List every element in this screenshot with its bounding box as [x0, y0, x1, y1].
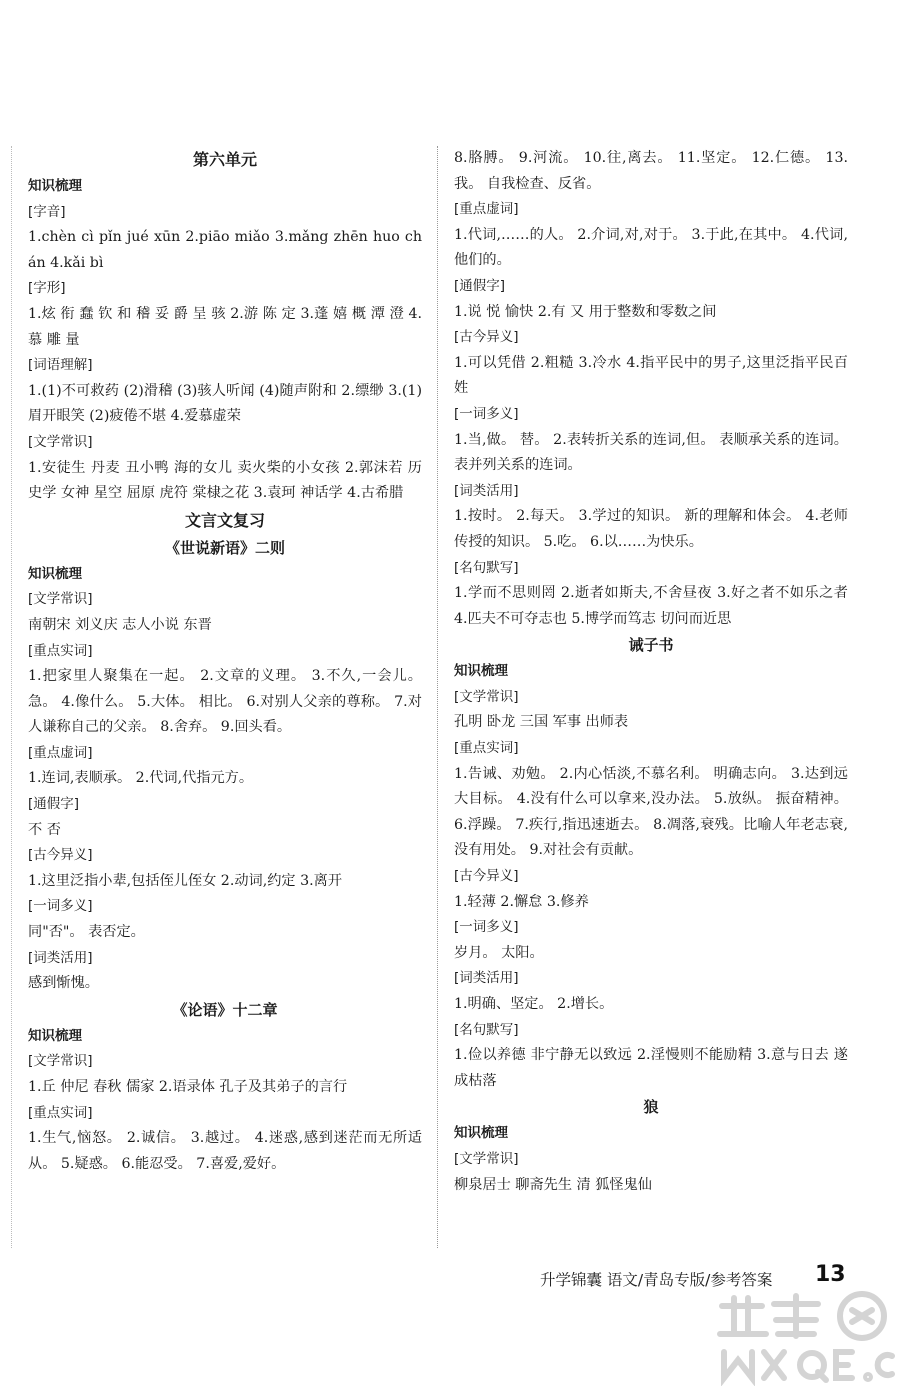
text-wenxue: 南朝宋 刘义庆 志人小说 东晋	[28, 616, 212, 633]
tag-tongjia: [通假字]	[454, 277, 506, 294]
tag-tongjia: [通假字]	[28, 796, 80, 813]
tag-wenxue: [文学常识]	[28, 433, 93, 450]
left-margin-rule	[11, 146, 12, 1248]
page-number: 13	[815, 1262, 846, 1287]
text-cilei: 1.按时。 2.每天。 3.学过的知识。 新的理解和体会。 4.老师传授的知识。 5.吃。 6.以……为快乐。	[454, 508, 848, 550]
tag-wenxue: [文学常识]	[28, 591, 93, 608]
tag-mingju: [名句默写]	[454, 559, 519, 576]
tag-zixing: [字形]	[28, 280, 66, 297]
text-tongjia: 1.说 悦 愉快 2.有 又 用于整数和零数之间	[454, 303, 717, 320]
tag-yici: [一词多义]	[454, 405, 519, 422]
text-gujin: 1.可以凭借 2.粗糙 3.冷水 4.指平民中的男子,这里泛指平民百姓	[454, 354, 848, 397]
tag-shici: [重点实词]	[28, 1104, 93, 1121]
unit-title: 第六单元	[192, 150, 257, 169]
tag-ciyu: [词语理解]	[28, 357, 93, 374]
text-wenxue: 柳泉居士 聊斋先生 清 狐怪鬼仙	[454, 1176, 652, 1193]
text-gujin: 1.轻薄 2.懈怠 3.修养	[454, 893, 589, 910]
tag-gujin: [古今异义]	[28, 847, 93, 864]
tag-xuci: [重点虚词]	[28, 744, 93, 761]
section-label: 知识梳理	[28, 1027, 82, 1044]
section-label: 知识梳理	[28, 565, 82, 582]
text-wenxue: 1.丘 仲尼 春秋 儒家 2.语录体 孔子及其弟子的言行	[28, 1079, 348, 1095]
tag-yici: [一词多义]	[454, 919, 519, 936]
tag-shici: [重点实词]	[28, 642, 93, 659]
section-label: 知识梳理	[454, 1125, 508, 1142]
left-column	[28, 146, 422, 1177]
text-shici: 1.告诫、劝勉。 2.内心恬淡,不慕名利。 明确志向。 3.达到远大目标。 4.没有什么可以拿来,没办法。 5.放纵。 振奋精神。 6.浮躁。 7.疾行,指迅速逝去。 8.凋落,衰残。比喻人年老志衰,没有用处。 9.对社会有贡献。	[454, 765, 848, 859]
tag-gujin: [古今异义]	[454, 868, 519, 885]
tag-wenxue: [文学常识]	[454, 688, 519, 705]
right-column	[454, 146, 848, 1198]
tag-shici: [重点实词]	[454, 740, 519, 757]
section-label: 知识梳理	[454, 663, 508, 680]
tag-cilei: [词类活用]	[28, 949, 93, 966]
tag-cilei: [词类活用]	[454, 482, 519, 499]
watermark-logo	[712, 1290, 900, 1386]
text-yici: 1.当,做。 替。 2.表转折关系的连词,但。 表顺承关系的连词。 表并列关系的连词。	[454, 431, 848, 474]
text-yici: 同"否"。 表否定。	[28, 924, 145, 941]
text-ziyin: 1.chèn cì pǐn jué xūn 2.piāo miǎo 3.mǎng zhēn huo chán 4.kǎi bì	[28, 229, 422, 271]
tag-gujin: [古今异义]	[454, 329, 519, 346]
article-title-shishuo: 《世说新语》二则	[164, 538, 285, 557]
article-title-lang: 狼	[643, 1098, 659, 1117]
text-xuci: 1.代词,……的人。 2.介词,对,对于。 3.于此,在其中。 4.代词,他们的。	[454, 226, 848, 269]
text-cilei: 感到惭愧。	[28, 975, 99, 992]
text-wenxue: 孔明 卧龙 三国 军事 出师表	[454, 714, 629, 731]
review-title: 文言文复习	[184, 510, 265, 530]
text-cilei: 1.明确、坚定。 2.增长。	[454, 996, 614, 1012]
article-title-jiezi: 诫子书	[628, 636, 674, 655]
tag-xuci: [重点虚词]	[454, 201, 519, 218]
text-zixing: 1.炫 衔 蠢 钦 和 稽 妥 爵 呈 骇 2.游 陈 定 3.蓬 嬉 概 潭 澄 4.慕 雕 量	[28, 305, 422, 348]
tag-cilei: [词类活用]	[454, 970, 519, 987]
text-yici: 岁月。 太阳。	[454, 944, 544, 961]
tag-ziyin: [字音]	[28, 203, 66, 220]
text-ciyu: 1.(1)不可救药 (2)滑稽 (3)骇人听闻 (4)随声附和 2.缥缈 3.(1)眉开眼笑 (2)疲倦不堪 4.爱慕虚荣	[28, 382, 422, 425]
text-shici: 1.生气,恼怒。 2.诚信。 3.越过。 4.迷惑,感到迷茫而无所适从。 5.疑惑。 6.能忍受。 7.喜爱,爱好。	[28, 1130, 422, 1172]
text-xuci: 1.连词,表顺承。 2.代词,代指元方。	[28, 770, 254, 787]
tag-yici: [一词多义]	[28, 898, 93, 915]
article-title-lunyu: 《论语》十二章	[172, 1000, 278, 1019]
text-shici: 1.把家里人聚集在一起。 2.文章的义理。 3.不久,一会儿。 急。 4.像什么。 5.大体。 相比。 6.对别人父亲的尊称。 7.对人谦称自己的父亲。 8.舍弃。 9.回头看。	[28, 668, 422, 736]
footer-title: 升学锦囊 语文/青岛专版/参考答案	[540, 1271, 773, 1289]
text-shici-continued: 8.胳膊。 9.河流。 10.往,离去。 11.坚定。 12.仁德。 13.我。 自我检查、反省。	[454, 150, 848, 192]
section-label: 知识梳理	[28, 178, 82, 194]
tag-wenxue: [文学常识]	[28, 1053, 93, 1070]
text-wenxue: 1.安徒生 丹麦 丑小鸭 海的女儿 卖火柴的小女孩 2.郭沫若 历史学 女神 星空 屈原 虎符 棠棣之花 3.袁珂 神话学 4.古希腊	[28, 459, 422, 502]
tag-mingju: [名句默写]	[454, 1021, 519, 1038]
text-mingju: 1.学而不思则罔 2.逝者如斯夫,不舍昼夜 3.好之者不如乐之者 4.匹夫不可夺志也 5.博学而笃志 切问而近思	[454, 585, 848, 627]
text-gujin: 1.这里泛指小辈,包括侄儿侄女 2.动词,约定 3.离开	[28, 872, 343, 889]
column-divider	[437, 146, 438, 1248]
text-tongjia: 不 否	[28, 821, 61, 838]
tag-wenxue: [文学常识]	[454, 1150, 519, 1167]
text-mingju: 1.俭以养德 非宁静无以致远 2.淫慢则不能励精 3.意与日去 遂成枯落	[454, 1047, 848, 1089]
